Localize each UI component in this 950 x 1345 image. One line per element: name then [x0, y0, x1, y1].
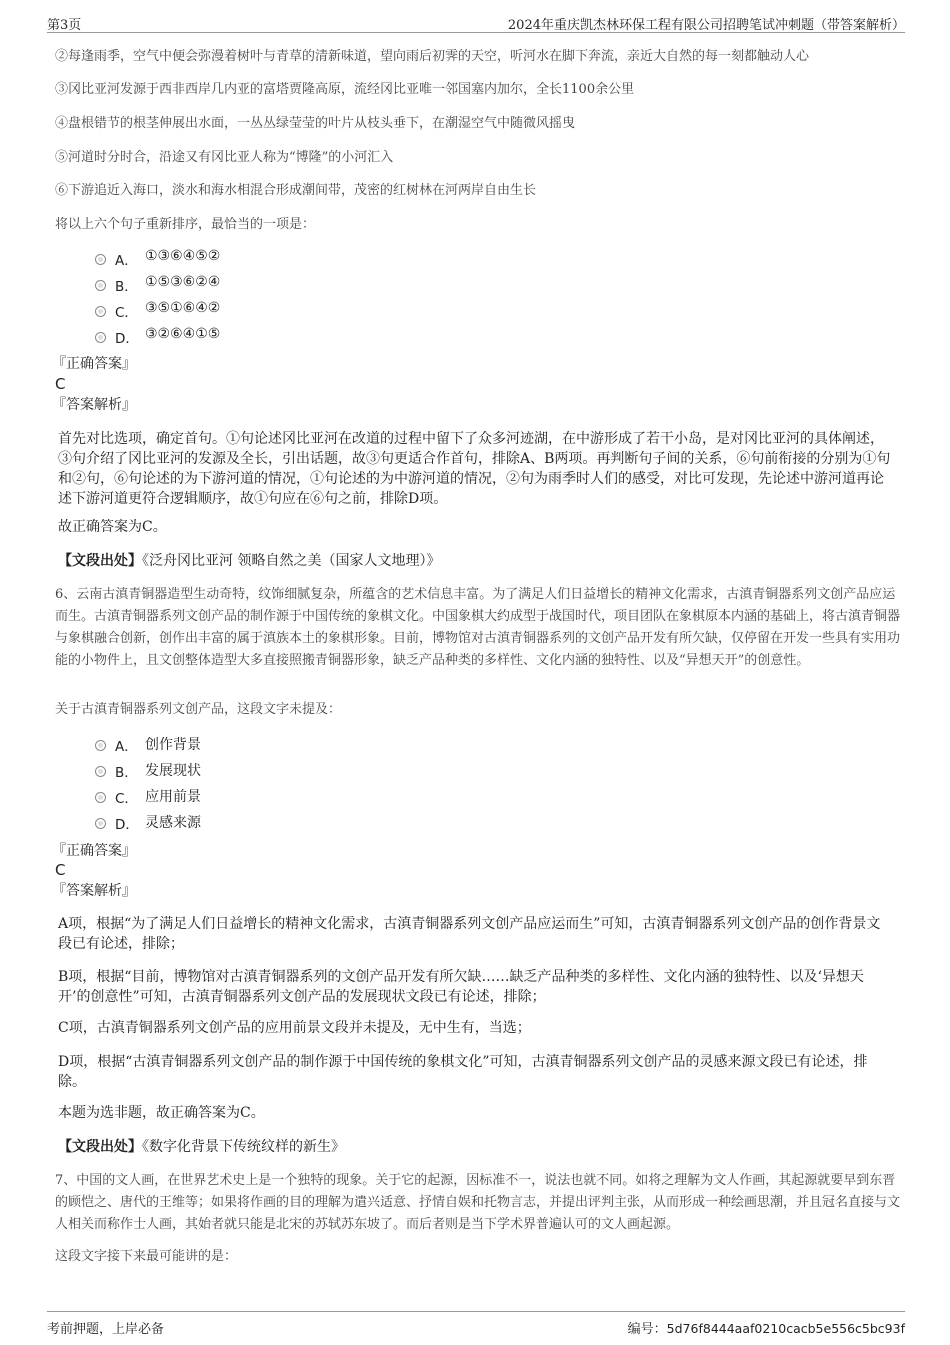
analysis-conclusion: 本题为选非题，故正确答案为C。	[58, 1105, 265, 1121]
correct-answer: C	[55, 375, 66, 393]
option-b[interactable]: B． 发展现状	[55, 759, 455, 785]
page-number: 第3页	[47, 18, 82, 33]
question-text: 6、云南古滇青铜器造型生动奇特，纹饰细腻复杂，所蕴含的艺术信息丰富。为了满足人们日益增长的精神文化需求，古滇青铜器系列文创产品应运而生。古滇青铜器系列文创产品的制作源于中国传统的象棋文化。中国象棋大约成型于战国时代，项目团队在象棋原本内涵的基础上，将古滇青铜器与象棋融合创新，创作出丰富的属于滇族本土的象棋形象。目前，博物馆对古滇青铜器系列的文创产品开发有所欠缺，仅停留在开发一些具有实用功能的小物件上，且文创整体造型大多直接照搬青铜器形象，缺乏产品种类的多样性、文化内涵的独特性、以及“异想天开”的创意性。	[55, 587, 901, 668]
correct-answer: C	[55, 861, 66, 879]
question-prompt: 关于古滇青铜器系列文创产品，这段文字未提及：	[55, 702, 342, 717]
statement-4: ④盘根错节的根茎伸展出水面，一丛丛绿莹莹的叶片从枝头垂下，在潮湿空气中随微风摇曳	[55, 116, 576, 131]
analysis-conclusion: 故正确答案为C。	[58, 519, 167, 535]
option-b[interactable]: B． ①⑤③⑥②④	[55, 273, 455, 299]
radio-icon[interactable]	[95, 306, 106, 317]
question-prompt: 这段文字接下来最可能讲的是：	[55, 1249, 238, 1264]
correct-answer-label: 『正确答案』	[52, 356, 136, 372]
analysis-item-b: B项，根据“目前，博物馆对古滇青铜器系列的文创产品开发有所欠缺……缺乏产品种类的多样性、文化内涵的独特性、以及‘异想天开’的创意性”可知，古滇青铜器系列文创产品的发展现状文段已有论述，排除；	[58, 969, 864, 1005]
radio-icon[interactable]	[95, 818, 106, 829]
radio-icon[interactable]	[95, 766, 106, 777]
document-code: 编号：5d76f8444aaf0210cacb5e556c5bc93f	[627, 1321, 905, 1337]
page-footer	[47, 1311, 905, 1338]
statement-2: ②每逢雨季，空气中便会弥漫着树叶与青草的清新味道，望向雨后初霁的天空，听河水在脚下奔流，亲近大自然的每一刻都触动人心	[55, 49, 810, 64]
correct-answer-label: 『正确答案』	[52, 843, 136, 859]
radio-icon[interactable]	[95, 740, 106, 751]
analysis-label: 『答案解析』	[52, 397, 136, 413]
option-a[interactable]: A． ①③⑥④⑤②	[55, 247, 455, 273]
option-c[interactable]: C． ③⑤①⑥④②	[55, 299, 455, 325]
option-c[interactable]: C． 应用前景	[55, 785, 455, 811]
footer-slogan: 考前押题，上岸必备	[47, 1322, 165, 1337]
analysis-text: 首先对比选项，确定首句。①句论述冈比亚河在改道的过程中留下了众多河迹湖，在中游形成了若干小岛，是对冈比亚河的具体阐述，③句介绍了冈比亚河的发源及全长，引出话题，故③句更适合作首句，排除A、B两项。再判断句子间的关系，⑥句前衔接的分别为①句和②句，⑥句论述的为下游河道的情况，①句论述的为中游河道的情况，②句为雨季时人们的感受，对比可发现，先论述中游河道再论述下游河道更符合逻辑顺序，故①句应在⑥句之前，排除D项。	[58, 431, 891, 507]
option-list	[55, 733, 455, 837]
source: 【文段出处】《泛舟冈比亚河 领略自然之美（国家人文地理）》	[58, 553, 441, 569]
radio-icon[interactable]	[95, 280, 106, 291]
source: 【文段出处】《数字化背景下传统纹样的新生》	[58, 1139, 345, 1155]
radio-icon[interactable]	[95, 792, 106, 803]
document-title: 2024年重庆凯杰林环保工程有限公司招聘笔试冲刺题（带答案解析）	[507, 18, 905, 33]
analysis-item-c: C项，古滇青铜器系列文创产品的应用前景文段并未提及，无中生有，当选；	[58, 1020, 531, 1036]
page-header	[47, 12, 905, 33]
option-a[interactable]: A． 创作背景	[55, 733, 455, 759]
statement-6: ⑥下游追近入海口，淡水和海水相混合形成潮间带，茂密的红树林在河两岸自由生长	[55, 183, 537, 198]
radio-icon[interactable]	[95, 254, 106, 265]
statement-3: ③冈比亚河发源于西非西岸几内亚的富塔贾隆高原，流经冈比亚唯一邻国塞内加尔，全长1100余公里	[55, 82, 635, 97]
statement-5: ⑤河道时分时合，沿途又有冈比亚人称为“博隆”的小河汇入	[55, 150, 394, 165]
question-prompt: 将以上六个句子重新排序，最恰当的一项是：	[55, 217, 316, 232]
option-list	[55, 247, 455, 351]
option-d[interactable]: D． 灵感来源	[55, 811, 455, 837]
analysis-item-a: A项，根据“为了满足人们日益增长的精神文化需求，古滇青铜器系列文创产品应运而生”可知，古滇青铜器系列文创产品的创作背景文段已有论述，排除；	[58, 916, 881, 952]
radio-icon[interactable]	[95, 332, 106, 343]
option-d[interactable]: D． ③②⑥④①⑤	[55, 325, 455, 351]
question-text: 7、中国的文人画，在世界艺术史上是一个独特的现象。关于它的起源，因标准不一，说法也就不同。如将之理解为文人作画，其起源就要早到东晋的顾恺之、唐代的王维等；如果将作画的目的理解为遣兴适意、抒情自娱和托物言志，并提出评判主张，从而形成一种绘画思潮，并且冠名直接与文人相关而称作士人画，其始者就只能是北宋的苏轼苏东坡了。而后者则是当下学术界普遍认可的文人画起源。	[55, 1173, 901, 1232]
analysis-item-d: D项，根据“古滇青铜器系列文创产品的制作源于中国传统的象棋文化”可知，古滇青铜器系列文创产品的灵感来源文段已有论述，排除。	[58, 1054, 868, 1090]
analysis-label: 『答案解析』	[52, 883, 136, 899]
